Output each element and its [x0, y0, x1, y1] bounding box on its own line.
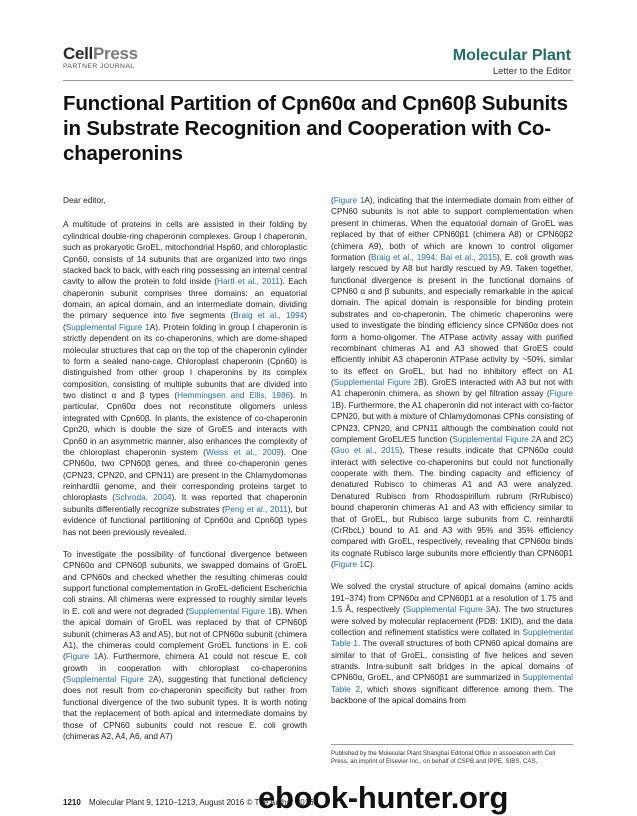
reference-link[interactable]: Hemmingsen and Ellis, 1986: [177, 391, 291, 400]
reference-link[interactable]: Supplemental Figure 2: [452, 434, 536, 444]
reference-link[interactable]: Guo et al., 2015: [333, 446, 400, 456]
reference-link[interactable]: Supplemental Table 2: [331, 673, 573, 694]
logo-cell: Cell: [63, 44, 93, 63]
reference-link[interactable]: Figure 1: [331, 389, 573, 410]
publisher-logo: [63, 46, 138, 70]
reference-link[interactable]: Hartl et al., 2011: [217, 277, 280, 287]
reference-link[interactable]: Braig et al., 1994; Bai et al., 2015: [371, 252, 497, 262]
paragraph: To investigate the possibility of functional divergence between CPN60α and CPN60β subunits, we swapped domains of GroEL and CPN60s and checked whether the resulting chimeras could support functional complementation in GroEL-deficient Escherichia coli strains. All chimeras were expressed to roughly similar levels in E. coli and were not degraded (Supplemental Figure 1B). When the apical domain of GroEL was replaced by that of CPN60β subunit (chimeras A3 and A5), but not of CPN60α subunit (chimera A1), the chimeras could complement GroEL functions in E. coli (Figure 1A). Furthermore, chimera A1 could not rescue E. coli growth in cooperation with chloroplast co-chaperonins (Supplemental Figure 2A), suggesting that functional deficiency does not result from co-chaperonin specificity but rather from functional divergence of the two subunit types. It is worth noting that the replacement of both apical and intermediate domains by those of CPN60 subunits could not rescue E. coli growth (chimeras A2, A4, A6, and A7): [63, 549, 308, 741]
publisher-footnote: Published by the Molecular Plant Shanghai Editorial Office in association with Cell Press, an imprint of Elsevier Inc., on behalf of CSPB and IPPE, SIBS, CAS.: [331, 744, 573, 766]
journal-name: Molecular Plant: [452, 47, 571, 64]
logo-press: Press: [92, 44, 138, 63]
reference-link[interactable]: Figure 1: [333, 196, 365, 205]
reference-link[interactable]: Schroda, 2004: [114, 493, 172, 503]
reference-link[interactable]: Supplemental Figure 2: [333, 378, 419, 387]
reference-link[interactable]: Figure 1: [65, 652, 99, 662]
citation-line: Molecular Plant 9, 1210–1213, August 2016 © The Author 2016.: [89, 798, 316, 807]
reference-link[interactable]: Supplemental Figure 2: [65, 675, 154, 684]
page-number: 1210: [63, 798, 81, 807]
reference-link[interactable]: Supplemental Table 1: [331, 627, 573, 649]
right-column: [331, 195, 573, 718]
paragraph: (Figure 1A), indicating that the intermediate domain from either of CPN60 subunits is not able to support complementation when present in chimeras. When the equatorial domain of GroEL was replaced by that of either CPN60β1 (chimera A8) or CPN60β2 (chimera A9), both of which are known to control oligomer formation (Braig et al., 1994; Bai et al., 2015), E. coli growth was largely rescued by A8 but hardly rescued by A9. Taken together, functional divergence is present in the functional domains of CPN60 α and β subunits, and especially remarkable in the apical domain. The apical domain is responsible for binding protein substrates and co-chaperonin. The chimeric chaperonins were used to investigate the binding efficiency since CPN60α does not form a homo-oligomer. The ATPase activity assay with purified recombinant chimeras A1 and A3 showed that GroES could efficiently inhibit A3 chaperonin ATPase activity by ~50%, similar to its effect on GroEL, but had no inhibitory effect on A1 (Supplemental Figure 2B). GroES interacted with A3 but not with A1 chaperonin chimera, as shown by gel filtration assay (Figure 1B). Furthermore, the A1 chaperonin did not interact with co-factor CPN20, but with a mixture of Chlamydomonas CPNs consisting of CPN23, CPN20, and CPN11 although the combination could not complement GroEL/ES function (Supplemental Figure 2A and 2C) (Guo et al., 2015). These results indicate that CPN60α could interact with selective co-chaperonins but could not functionally cooperate with them. The binding capacity and efficiency of denatured Rubisco to chimeras A1 and A3 were analyzed. Denatured Rubisco from Rhodospirillum rubrum (RrRubisco) bound chaperonin chimeras A1 and A3 with efficiency similar to that of GroEL, but Rubisco large subunits from C. reinhardtii (CrRbcL) bound to A1 and A3 with 95% and 35% efficiency compared with GroEL, respectively, revealing that CPN60α binds its cognate Rubisco large subunits more efficiently than CPN60β1 (Figure 1C).: [331, 196, 574, 569]
logo-wordmark: [63, 46, 138, 62]
reference-link[interactable]: Supplemental Figure 1: [65, 322, 150, 332]
left-column: [63, 195, 307, 753]
reference-link[interactable]: Peng et al., 2011: [224, 504, 288, 514]
article-title: Functional Partition of Cpn60α and Cpn60β Subunits in Substrate Recognition and Cooperation with Co-chaperonins: [63, 92, 568, 165]
header-rule: [63, 80, 573, 81]
reference-link[interactable]: Supplemental Figure 1: [188, 606, 273, 616]
reference-link[interactable]: Weiss et al., 2009: [205, 447, 281, 457]
logo-subtitle: PARTNER JOURNAL: [63, 63, 135, 70]
article-type: Letter to the Editor: [492, 66, 571, 77]
watermark: ebook-hunter.org: [258, 780, 509, 815]
reference-link[interactable]: Supplemental Figure 3: [405, 605, 491, 615]
paragraph: A multitude of proteins in cells are assisted in their folding by cylindrical double-ring chaperonin complexes. Group I chaperonin, such as prokaryotic GroEL, mitochondrial Hsp60, and chloroplastic Cpn60, consists of 14 subunits that are organized into two rings stacked back to back, with each ring possessing an internal central cavity to allow the protein to fold inside (Hartl et al., 2011). Each chaperonin subunit comprises three domains: an equatorial domain, an apical domain, and an intermediate domain, dividing the primary sequence into five segments (Braig et al., 1994) (Supplemental Figure 1A). Protein folding in group I chaperonin is strictly dependent on its co-chaperonins, which are dome-shaped molecular structures that cap on the top of the chaperonin cylinder to form a sealed nano-cage. Chloroplast chaperonin (Cpn60) is distinguished from other group I chaperonins by its complex composition, consisting of multiple subunits that are divided into two distinct α and β types (Hemmingsen and Ellis, 1986). In particular, Cpn60α does not reconstitute oligomers unless integrated with Cpn60β. In plants, the existence of co-chaperonin Cpn20, which is double the size of GroES and interacts with Cpn60 in an asymmetric manner, also enhances the complexity of the chloroplast chaperonin system (Weiss et al., 2009). One CPN60α, two CPN60β genes, and three co-chaperonin genes (CPN23, CPN20, and CPN11) are present in the Chlamydomonas reinhardtii genome, and their corresponding proteins target to chloroplasts (Schroda, 2004). It was reported that chaperonin subunits differentially recognize substrates (Peng et al., 2011), but evidence of functional partitioning of Cpn60α and Cpn60β types has not been previously revealed.: [63, 220, 308, 537]
journal-header: [453, 47, 571, 77]
paragraph: We solved the crystal structure of apical domains (amino acids 191–374) from CPN60α and CPN60β1 at a resolution of 1.75 and 1.5 Å, respectively (Supplemental Figure 3A). The two structures were solved by molecular replacement (PDB: 1KID), and the data collection and refinement statistics were collated in Supplemental Table 1. The overall structures of both CPN60 apical domains are similar to that of GroEL, consisting of five helices and seven strands. Intra-subunit salt bridges in the apical domains of CPN60α, GroEL, and CPN60β1 are summarized in Supplemental Table 2, which shows significant difference among them. The backbone of the apical domains from: [331, 582, 574, 706]
salutation: Dear editor,: [63, 196, 106, 205]
reference-link[interactable]: Braig et al., 1994: [233, 311, 305, 321]
reference-link[interactable]: Figure 1: [333, 560, 365, 569]
